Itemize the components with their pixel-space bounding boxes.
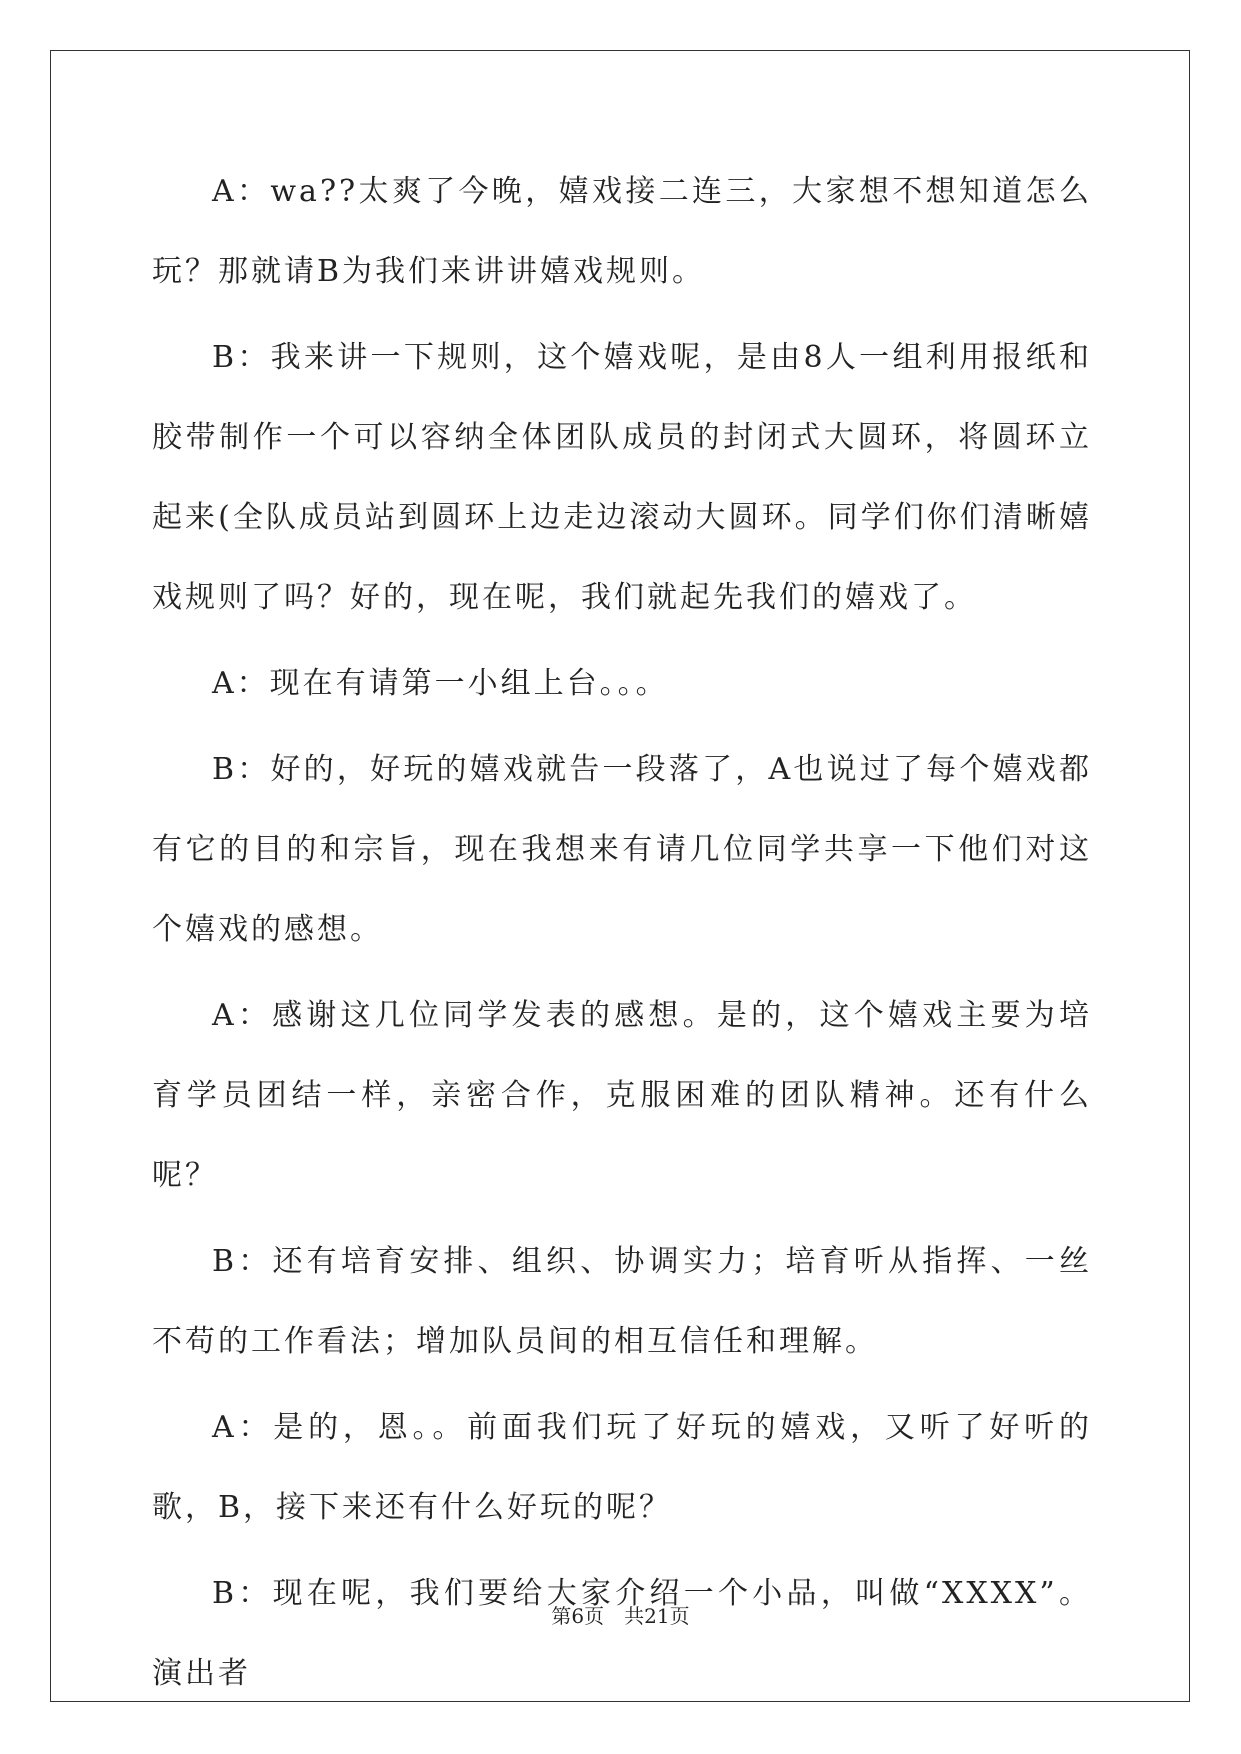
paragraph: B：还有培育安排、组织、协调实力；培育听从指挥、一丝不苟的工作看法；增加队员间的相互信任和理解。: [152, 1244, 1092, 1359]
paragraph: B：我来讲一下规则，这个嬉戏呢，是由8人一组利用报纸和胶带制作一个可以容纳全体团队成员的封闭式大圆环，将圆环立起来(全队成员站到圆环上边走边滚动大圆环。同学们你们清晰嬉戏规则了吗？好的，现在呢，我们就起先我们的嬉戏了。: [152, 340, 1092, 615]
paragraph: B：好的，好玩的嬉戏就告一段落了，A也说过了每个嬉戏都有它的目的和宗旨，现在我想来有请几位同学共享一下他们对这个嬉戏的感想。: [152, 752, 1092, 947]
page-number-footer: 第6页 共21页: [551, 1604, 690, 1628]
paragraph: A：wa??太爽了今晚，嬉戏接二连三，大家想不想知道怎么玩？那就请B为我们来讲讲嬉戏规则。: [152, 174, 1092, 289]
paragraph: B：现在呢，我们要给大家介绍一个小品，叫做“XXXX”。演出者: [152, 1576, 1092, 1691]
paragraph: A：现在有请第一小组上台。。。: [212, 666, 669, 701]
paragraph: A：是的，恩。。前面我们玩了好玩的嬉戏，又听了好听的歌，B，接下来还有什么好玩的呢？: [152, 1410, 1092, 1525]
paragraph: A：感谢这几位同学发表的感想。是的，这个嬉戏主要为培育学员团结一样，亲密合作，克服困难的团队精神。还有什么呢？: [152, 998, 1092, 1193]
document-body: [152, 152, 1092, 1720]
